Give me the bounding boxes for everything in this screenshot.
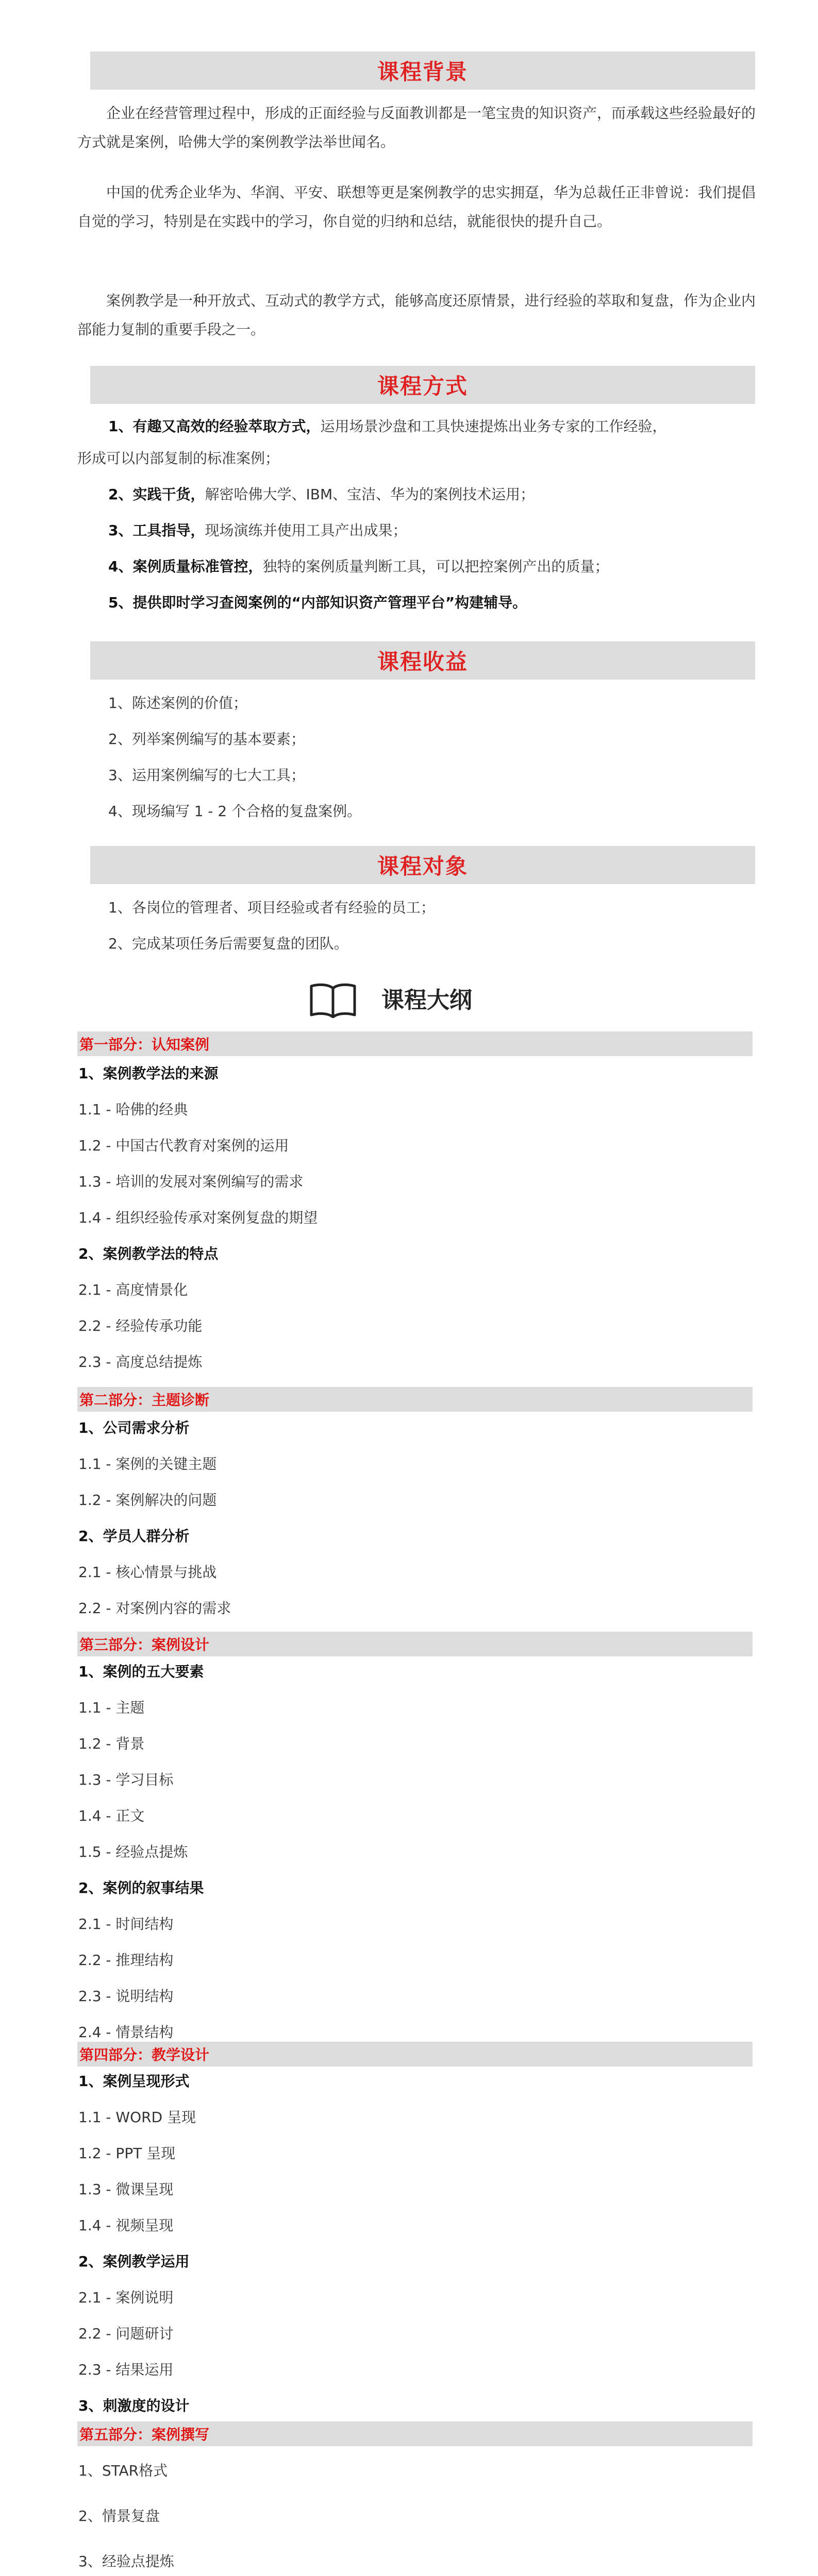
method-item-text: 现场演练并使用工具产出成果； [205,522,407,539]
outline-subitem: 2.1 - 高度情景化 [78,1281,188,1298]
outline-subitem: 2.2 - 经验传承功能 [78,1317,203,1334]
method-item-bold: 4、案例质量标准管控， [108,558,263,575]
method-item-text: 运用场景沙盘和工具快速提炼出业务专家的工作经验， [320,418,667,435]
method-item [108,416,768,437]
benefit-item: 4、现场编写 1 - 2 个合格的复盘案例。 [108,803,362,820]
open-book-icon [308,982,358,1018]
outline-subitem: 1.4 - 组织经验传承对案例复盘的期望 [78,1209,318,1226]
outline-subitem: 1.2 - 中国古代教育对案例的运用 [78,1137,289,1154]
method-item [108,556,768,577]
outline-part-title: 第二部分：主题诊断 [77,1387,753,1412]
outline-heading: 3、刺激度的设计 [78,2397,190,2414]
outline-heading: 2、案例教学法的特点 [78,1245,219,1262]
outline-subitem: 2.1 - 核心情景与挑战 [78,1564,217,1581]
outline-subitem: 2.1 - 案例说明 [78,2289,174,2306]
benefit-item: 2、列举案例编写的基本要素； [108,731,305,748]
outline-heading: 2、案例的叙事结果 [78,1879,204,1896]
outline-subitem: 1、STAR格式 [78,2462,168,2479]
outline-heading: 1、公司需求分析 [78,1419,190,1436]
outline-subitem: 1.1 - WORD 呈现 [78,2109,196,2126]
outline-subitem: 2.1 - 时间结构 [78,1916,174,1933]
background-paragraph: 企业在经营管理过程中，形成的正面经验与反面教训都是一笔宝贵的知识资产，而承载这些经验最好的方式就是案例，哈佛大学的案例教学法举世闻名。 [77,105,756,150]
outline-heading: 1、案例呈现形式 [78,2073,190,2090]
benefit-item: 3、运用案例编写的七大工具； [108,767,305,784]
outline-subitem: 3、经验点提炼 [78,2553,174,2570]
outline-subitem: 1.2 - PPT 呈现 [78,2145,176,2162]
method-item-bold: 3、工具指导， [108,522,205,539]
outline-heading: 1、案例的五大要素 [78,1663,204,1680]
method-item [108,592,768,613]
benefit-item: 1、陈述案例的价值； [108,694,247,711]
section-title-background: 课程背景 [90,52,755,90]
outline-subitem: 1.3 - 微课呈现 [78,2181,174,2198]
outline-heading: 2、学员人群分析 [78,1528,190,1545]
outline-part-title: 第一部分：认知案例 [77,1031,753,1056]
outline-subitem: 1.3 - 培训的发展对案例编写的需求 [78,1173,304,1190]
outline-subitem: 1.4 - 视频呈现 [78,2217,174,2234]
outline-part-title: 第三部分：案例设计 [77,1632,753,1656]
background-paragraph: 中国的优秀企业华为、华润、平安、联想等更是案例教学的忠实拥趸，华为总裁任正非曾说：我们提倡自觉的学习，特别是在实践中的学习，你自觉的归纳和总结，就能很快的提升自己。 [77,184,756,230]
method-item-bold: 2、实践干货， [108,486,205,503]
section-title-audience: 课程对象 [90,846,755,884]
method-item [77,448,737,469]
outline-subitem: 1.2 - 案例解决的问题 [78,1492,217,1509]
outline-subitem: 2.3 - 高度总结提炼 [78,1353,203,1370]
outline-subitem: 1.3 - 学习目标 [78,1771,174,1788]
outline-subitem: 2.4 - 情景结构 [78,2024,174,2041]
outline-subitem: 2.3 - 说明结构 [78,1988,174,2005]
outline-subitem: 2.3 - 结果运用 [78,2361,174,2378]
audience-item: 1、各岗位的管理者、项目经验或者有经验的员工； [108,899,435,916]
outline-subitem: 1.1 - 哈佛的经典 [78,1101,188,1118]
outline-subitem: 2、情景复盘 [78,2507,160,2524]
outline-title: 课程大纲 [381,987,472,1013]
outline-subitem: 1.4 - 正文 [78,1807,145,1824]
method-item-text: 解密哈佛大学、IBM、宝洁、华为的案例技术运用； [205,486,535,503]
outline-part-title: 第五部分：案例撰写 [77,2421,753,2446]
section-title-benefits: 课程收益 [90,641,755,680]
outline-heading: 2、案例教学运用 [78,2253,190,2270]
method-item-text: 独特的案例质量判断工具，可以把控案例产出的质量； [262,558,609,575]
outline-subitem: 1.1 - 案例的关键主题 [78,1455,217,1472]
outline-heading: 1、案例教学法的来源 [78,1065,219,1082]
method-item [108,484,768,505]
outline-subitem: 1.2 - 背景 [78,1735,145,1752]
outline-subitem: 2.2 - 问题研讨 [78,2325,174,2342]
audience-item: 2、完成某项任务后需要复盘的团队。 [108,935,348,952]
method-item-text: 形成可以内部复制的标准案例； [77,450,280,467]
outline-subitem: 2.2 - 推理结构 [78,1952,174,1969]
outline-subitem: 1.1 - 主题 [78,1699,145,1716]
outline-subitem: 2.2 - 对案例内容的需求 [78,1600,231,1617]
method-item [108,520,768,541]
background-paragraph: 案例教学是一种开放式、互动式的教学方式，能够高度还原情景，进行经验的萃取和复盘，作为企业内部能力复制的重要手段之一。 [77,292,756,338]
section-title-method: 课程方式 [90,366,755,404]
outline-subitem: 1.5 - 经验点提炼 [78,1843,188,1860]
method-item-bold: 1、有趣又高效的经验萃取方式， [108,418,321,435]
outline-part-title: 第四部分：教学设计 [77,2042,753,2066]
method-item-bold: 5、提供即时学习查阅案例的“内部知识资产管理平台”构建辅导。 [108,594,527,611]
